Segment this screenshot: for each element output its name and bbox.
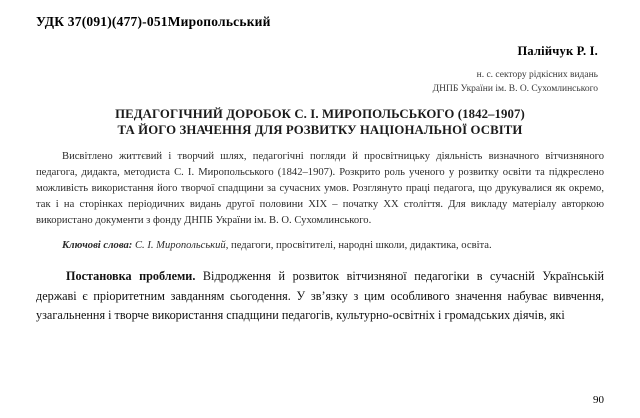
title-line-2: ТА ЙОГО ЗНАЧЕННЯ ДЛЯ РОЗВИТКУ НАЦІОНАЛЬНОЇ ОСВІТИ [117,122,523,137]
abstract-paragraph [36,149,604,229]
section-body-text: Відродження й розвиток вітчизняної педагогіки в сучасній Українській державі є пріоритетним завданням сьогодення. У зв’язку з цим особливого значення набуває вивчення, узагальнення і творче використання спадщини педагогів, культурно-освітніх і громадських діячів, які [36,268,604,323]
keywords-highlight: С. І. Миропольський [134,239,226,251]
abstract-text: Висвітлено життєвий і творчий шлях, педагогічні погляди й просвітницьку діяльність визначного вітчизняного педагога, дидакта, методиста С. І. Миропольського (1842–1907). Розкрито роль ученого у розвитку освіти та підкреслено можливість використання його творчої спадщини за сучасних умов. Розглянуто праці педагога, що друкувалися як окремо, так і на сторінках періодичних видань другої половини XIX – початку XX століття. Для викладу матеріалу авторкою використано документи з фонду ДНПБ України ім. В. О. Сухомлинського. [36,150,604,226]
keywords-list: , педагоги, просвітителі, народні школи, дидактика, освіта. [225,239,492,251]
section-heading-inline: Постановка проблеми. [66,268,196,283]
udc-code: УДК 37(091)(477)-051Миропольський [36,14,271,29]
affiliation-line-1: н. с. сектору рідкісних видань [476,70,598,80]
author-affiliation [36,69,598,97]
page-number: 90 [593,394,604,406]
article-title [36,107,604,139]
title-line-1: ПЕДАГОГІЧНИЙ ДОРОБОК С. І. МИРОПОЛЬСЬКОГО (1842–1907) [115,106,525,121]
keywords-paragraph [36,238,604,254]
problem-statement-paragraph [36,267,604,326]
page-bottom-fade [0,336,640,370]
author-name: Палійчук Р. І. [517,44,598,58]
keywords-label: Ключові слова: [62,239,133,251]
affiliation-line-2: ДНПБ України ім. В. О. Сухомлинського [432,83,598,94]
